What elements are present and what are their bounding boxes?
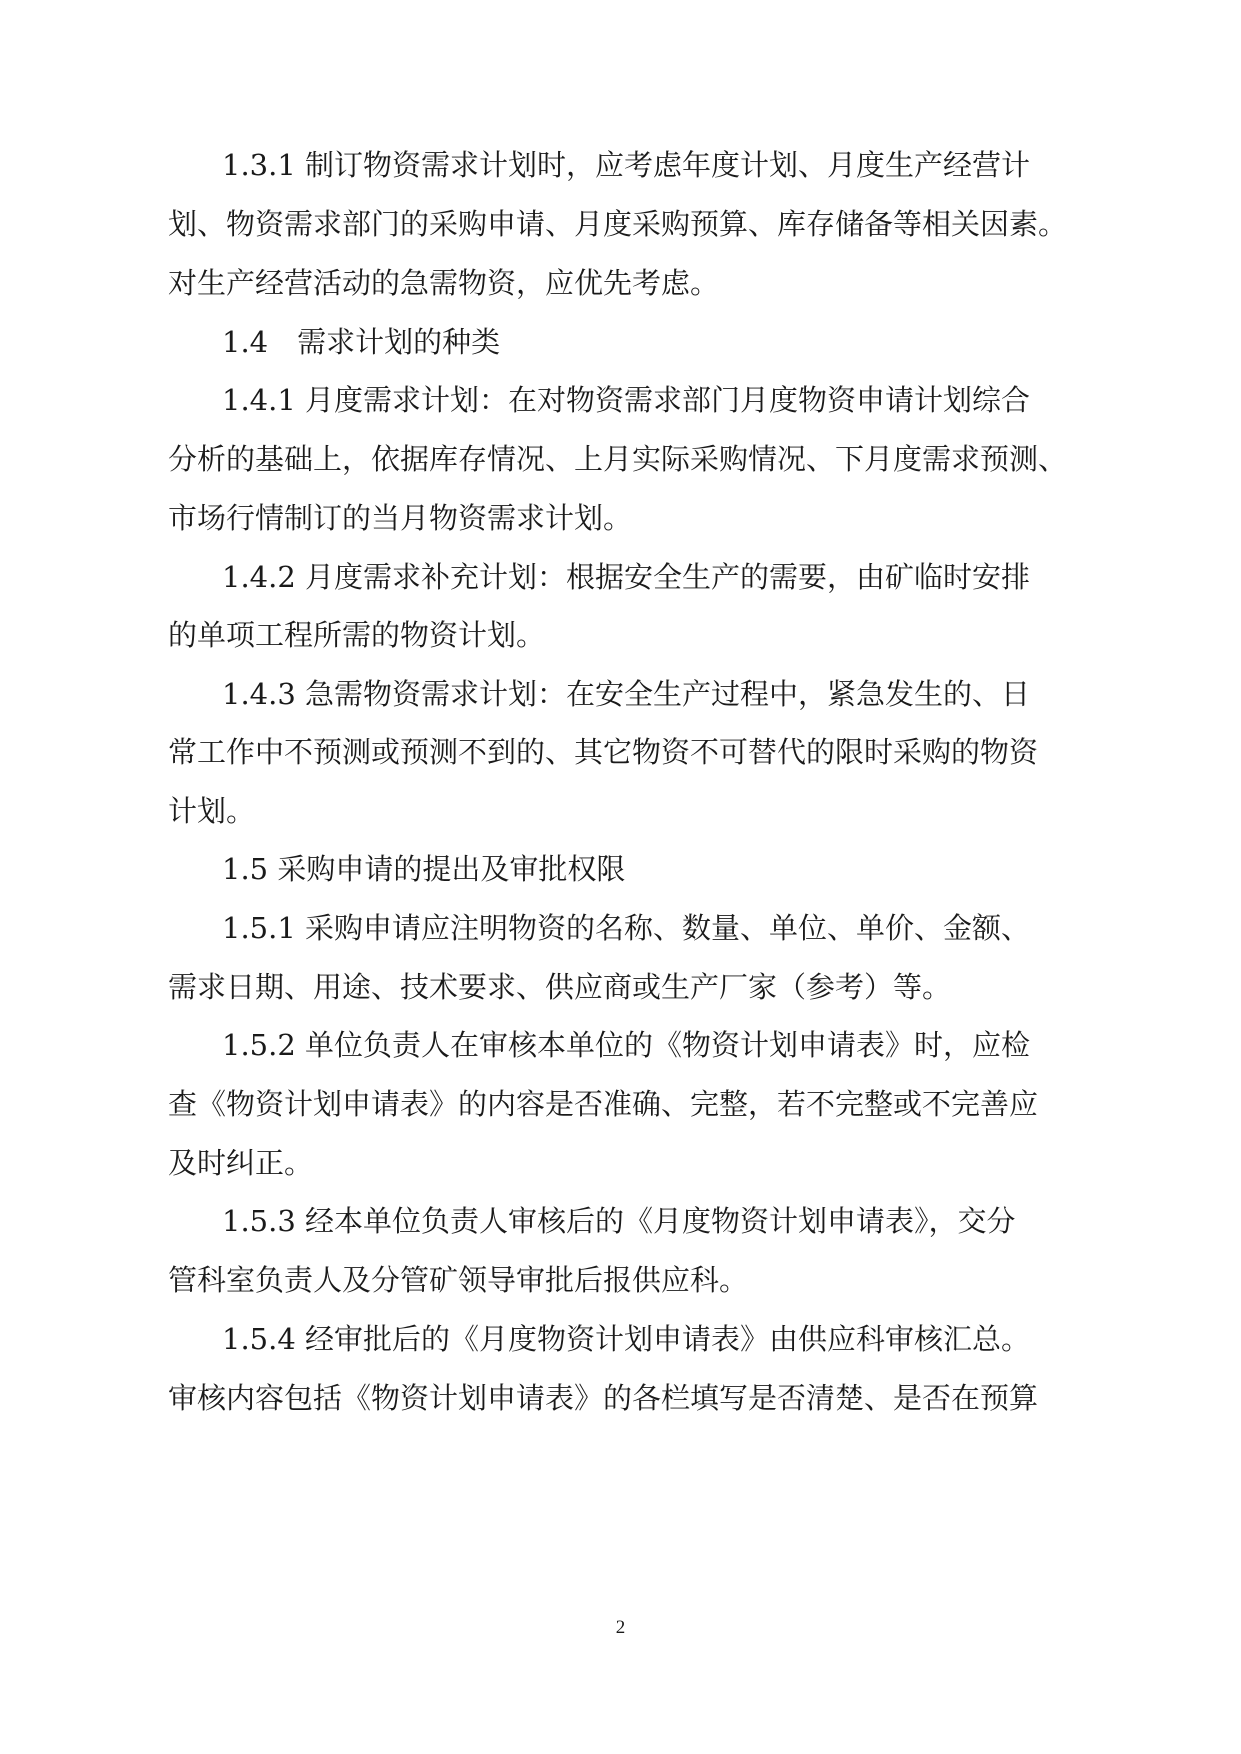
text-line: 1.4.2 月度需求补充计划：根据安全生产的需要，由矿临时安排 (222, 560, 1031, 594)
text-line: 查《物资计划申请表》的内容是否准确、完整，若不完整或不完善应 (168, 1087, 1039, 1121)
section-heading: 1.4 需求计划的种类 (222, 325, 501, 359)
text-line: 1.4.1 月度需求计划：在对物资需求部门月度物资申请计划综合 (222, 383, 1031, 417)
text-line: 及时纠正。 (168, 1146, 314, 1180)
text-line: 1.5.3 经本单位负责人审核后的《月度物资计划申请表》，交分 (222, 1204, 1016, 1238)
text-line: 1.5.2 单位负责人在审核本单位的《物资计划申请表》时，应检 (222, 1028, 1031, 1062)
text-line: 1.4.3 急需物资需求计划：在安全生产过程中，紧急发生的、日 (222, 677, 1031, 711)
text-line: 计划。 (168, 794, 256, 828)
text-line: 1.5.1 采购申请应注明物资的名称、数量、单位、单价、金额、 (222, 911, 1031, 945)
text-line: 划、物资需求部门的采购申请、月度采购预算、库存储备等相关因素。 (168, 207, 1068, 241)
page-number: 2 (615, 1617, 626, 1638)
text-line: 分析的基础上，依据库存情况、上月实际采购情况、下月度需求预测、 (168, 442, 1068, 476)
text-line: 市场行情制订的当月物资需求计划。 (168, 501, 633, 535)
text-line: 1.5.4 经审批后的《月度物资计划申请表》由供应科审核汇总。 (222, 1322, 1031, 1356)
text-line: 常工作中不预测或预测不到的、其它物资不可替代的限时采购的物资 (168, 735, 1039, 769)
text-line: 的单项工程所需的物资计划。 (168, 618, 546, 652)
text-line: 1.3.1 制订物资需求计划时，应考虑年度计划、月度生产经营计 (222, 148, 1031, 182)
text-line: 对生产经营活动的急需物资，应优先考虑。 (168, 266, 720, 300)
text-line: 管科室负责人及分管矿领导审批后报供应科。 (168, 1263, 749, 1297)
text-line: 审核内容包括《物资计划申请表》的各栏填写是否清楚、是否在预算 (168, 1381, 1039, 1415)
text-line: 需求日期、用途、技术要求、供应商或生产厂家（参考）等。 (168, 970, 952, 1004)
section-heading: 1.5 采购申请的提出及审批权限 (222, 852, 626, 886)
